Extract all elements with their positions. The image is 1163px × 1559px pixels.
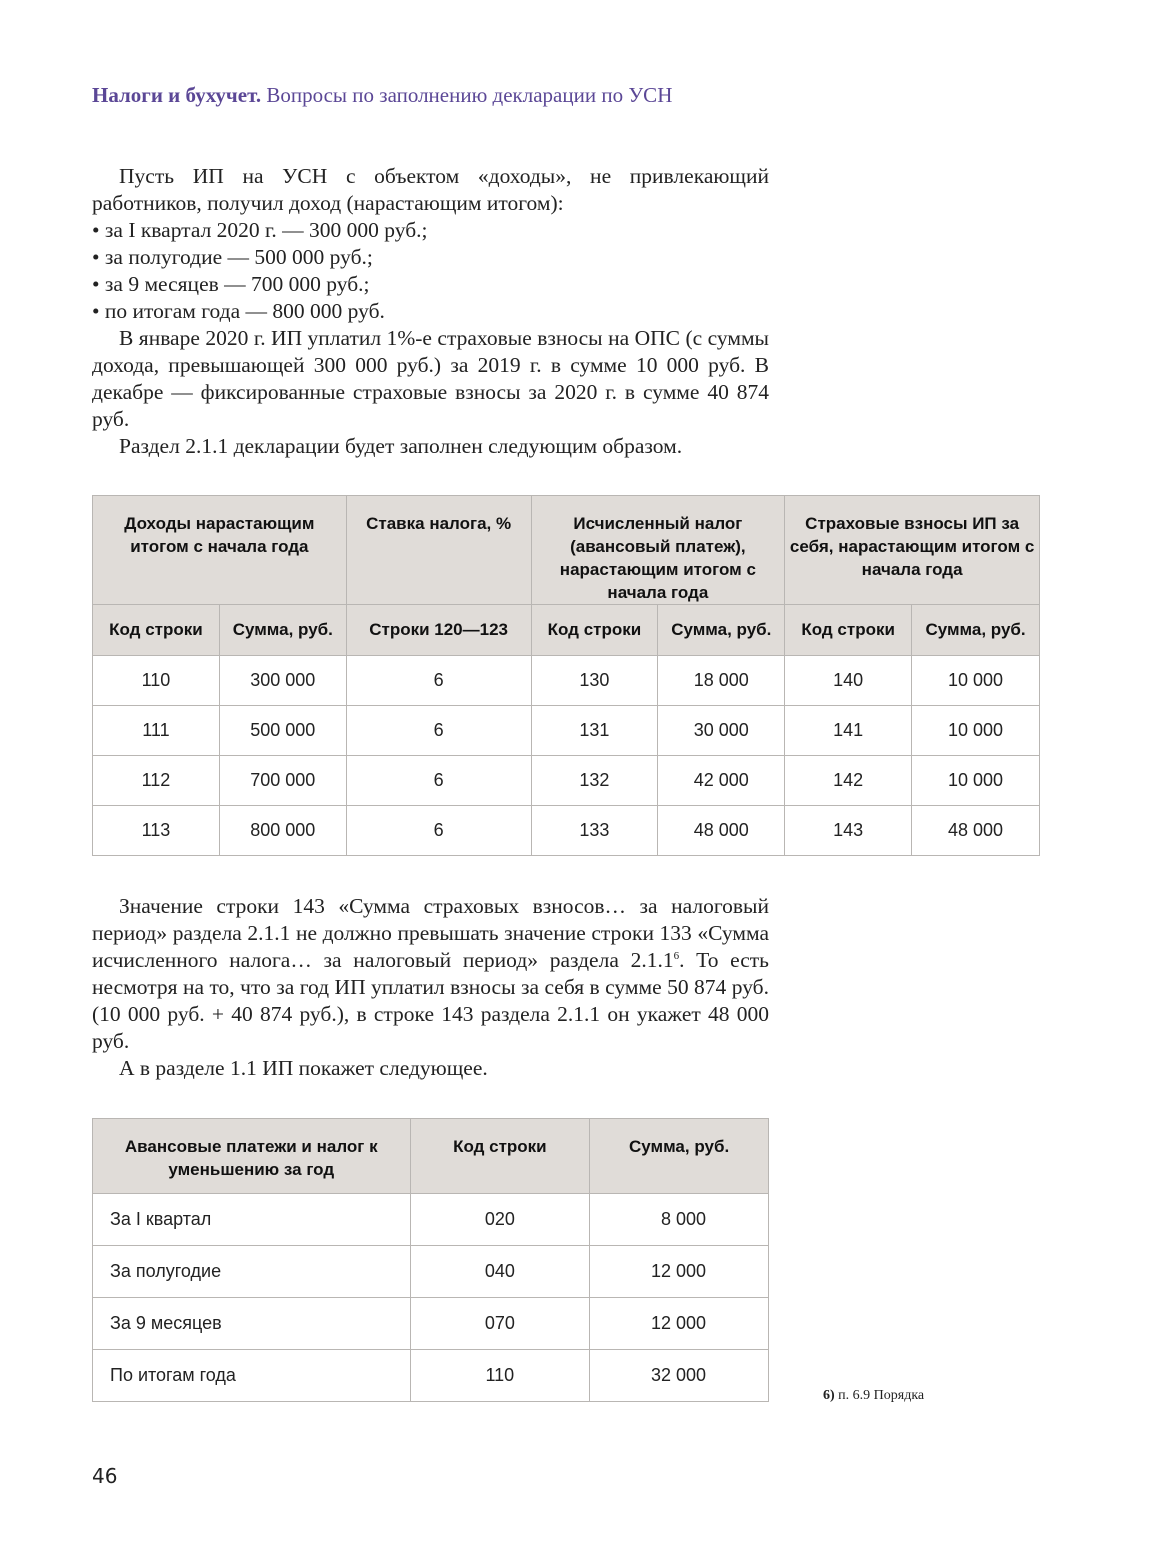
intro-paragraph-1: Пусть ИП на УСН с объектом «доходы», не привлекающий работников, получил доход (нарастающим итогом): <box>92 164 769 215</box>
cell: 10 000 <box>912 756 1040 806</box>
cell: 32 000 <box>590 1350 769 1402</box>
intro-paragraph-3: Раздел 2.1.1 декларации будет заполнен следующим образом. <box>119 434 683 458</box>
subheader-lines: Строки 120—123 <box>346 605 531 656</box>
section-1-1-table <box>92 1118 769 1402</box>
footnote <box>823 1388 924 1404</box>
cell: 6 <box>346 806 531 856</box>
footnote-number: 6) <box>823 1388 835 1403</box>
cell: 12 000 <box>590 1246 769 1298</box>
subheader-code: Код строки <box>93 605 220 656</box>
cell: 131 <box>531 706 658 756</box>
cell: 6 <box>346 706 531 756</box>
cell: 700 000 <box>219 756 346 806</box>
cell: За 9 месяцев <box>93 1298 411 1350</box>
bullet-item: • за полугодие — 500 000 руб.; <box>92 244 769 271</box>
cell: 040 <box>410 1246 590 1298</box>
subheader-sum: Сумма, руб. <box>219 605 346 656</box>
cell: 48 000 <box>912 806 1040 856</box>
subheader-sum: Сумма, руб. <box>912 605 1040 656</box>
middle-paragraph-1-end: . То есть несмотря на то, что за год ИП уплатил взносы за себя в сумме 50 874 руб. (10 000 руб. + 40 874 руб.), в строке 143 раздела 2.1.1 он укажет 48 000 руб. <box>92 948 769 1053</box>
bullet-item: • за 9 месяцев — 700 000 руб.; <box>92 271 769 298</box>
cell: 8 000 <box>590 1194 769 1246</box>
header-calculated-tax: Исчисленный налог (авансовый платеж), нарастающим итогом с начала года <box>531 496 785 605</box>
cell: 12 000 <box>590 1298 769 1350</box>
header-line-code: Код строки <box>410 1119 590 1194</box>
header-tax-rate: Ставка налога, % <box>346 496 531 605</box>
subheader-code: Код строки <box>785 605 912 656</box>
middle-paragraph-1-main: Значение строки 143 «Сумма страховых взносов… за налоговый период» раздела 2.1.1 не должно превышать значение строки 133 «Сумма исчисленного налога… за налоговый период» раздела 2.1.1 <box>92 894 769 972</box>
table-row <box>93 756 1040 806</box>
cell: 110 <box>93 656 220 706</box>
cell: 42 000 <box>658 756 785 806</box>
cell: 132 <box>531 756 658 806</box>
cell: 141 <box>785 706 912 756</box>
cell: 133 <box>531 806 658 856</box>
intro-paragraph-2: В январе 2020 г. ИП уплатил 1%-е страховые взносы на ОПС (с суммы дохода, превышающей 300 000 руб.) за 2019 г. в сумме 10 000 руб. В декабре — фиксированные страховые взносы за 2020 г. в сумме 40 874 руб. <box>92 326 769 431</box>
table-row <box>93 806 1040 856</box>
header-amount: Сумма, руб. <box>590 1119 769 1194</box>
cell: 110 <box>410 1350 590 1402</box>
middle-paragraph-1 <box>92 893 769 1055</box>
cell: 140 <box>785 656 912 706</box>
cell: 10 000 <box>912 656 1040 706</box>
footnote-reference[interactable]: 6 <box>673 949 680 962</box>
middle-text <box>92 893 769 1082</box>
subheader-code: Код строки <box>531 605 658 656</box>
cell: 070 <box>410 1298 590 1350</box>
header-income: Доходы нарастающим итогом с начала года <box>93 496 347 605</box>
intro-text <box>92 163 769 460</box>
header-insurance: Страховые взносы ИП за себя, нарастающим итогом с начала года <box>785 496 1040 605</box>
section-2-1-1-table <box>92 495 1040 856</box>
table-row <box>93 1350 769 1402</box>
header-advance-payments: Авансовые платежи и налог к уменьшению за год <box>93 1119 411 1194</box>
cell: 112 <box>93 756 220 806</box>
table-row <box>93 1246 769 1298</box>
cell: 30 000 <box>658 706 785 756</box>
running-head-title: Вопросы по заполнению декларации по УСН <box>266 83 673 107</box>
cell: За полугодие <box>93 1246 411 1298</box>
footnote-text: п. 6.9 Порядка <box>838 1388 925 1403</box>
subheader-sum: Сумма, руб. <box>658 605 785 656</box>
page-number: 46 <box>92 1464 118 1488</box>
cell: 142 <box>785 756 912 806</box>
table-row <box>93 1194 769 1246</box>
cell: 800 000 <box>219 806 346 856</box>
cell: 300 000 <box>219 656 346 706</box>
cell: 111 <box>93 706 220 756</box>
cell: 020 <box>410 1194 590 1246</box>
cell: 113 <box>93 806 220 856</box>
table-row <box>93 706 1040 756</box>
cell: 48 000 <box>658 806 785 856</box>
cell: По итогам года <box>93 1350 411 1402</box>
table-row <box>93 1298 769 1350</box>
cell: За I квартал <box>93 1194 411 1246</box>
bullet-item: • по итогам года — 800 000 руб. <box>92 298 769 325</box>
middle-paragraph-2: А в разделе 1.1 ИП покажет следующее. <box>119 1056 488 1080</box>
bullet-item: • за I квартал 2020 г. — 300 000 руб.; <box>92 217 769 244</box>
cell: 18 000 <box>658 656 785 706</box>
cell: 143 <box>785 806 912 856</box>
cell: 6 <box>346 756 531 806</box>
running-head-section: Налоги и бухучет. <box>92 83 262 107</box>
cell: 6 <box>346 656 531 706</box>
table-row <box>93 656 1040 706</box>
cell: 500 000 <box>219 706 346 756</box>
cell: 10 000 <box>912 706 1040 756</box>
running-head <box>92 83 672 108</box>
cell: 130 <box>531 656 658 706</box>
